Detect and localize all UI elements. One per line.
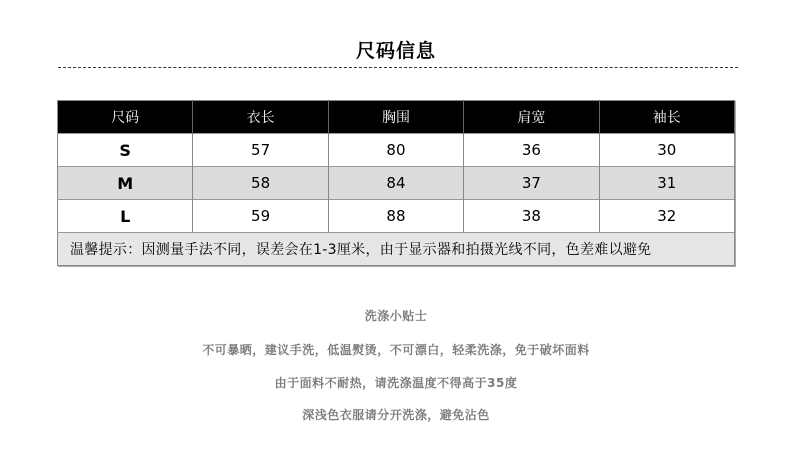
header-size: 尺码	[58, 101, 193, 134]
header-length: 衣长	[193, 101, 328, 134]
header-chest: 胸围	[328, 101, 463, 134]
shoulder-cell: 38	[464, 200, 599, 233]
size-cell: S	[58, 134, 193, 167]
header-sleeve: 袖长	[599, 101, 734, 134]
note-row	[58, 233, 735, 266]
wash-tips-line: 由于面料不耐热，请洗涤温度不得高于35度	[274, 376, 518, 390]
chest-cell: 80	[328, 134, 463, 167]
chest-cell: 84	[328, 167, 463, 200]
size-cell: L	[58, 200, 193, 233]
sleeve-cell: 31	[599, 167, 734, 200]
size-cell: M	[58, 167, 193, 200]
table-row	[58, 167, 735, 200]
shoulder-cell: 37	[464, 167, 599, 200]
wash-tips-title: 洗涤小贴士	[364, 309, 428, 323]
length-cell: 58	[193, 167, 328, 200]
table-header-row	[58, 101, 735, 134]
shoulder-cell: 36	[464, 134, 599, 167]
wash-tips-line: 深浅色衣服请分开洗涤，避免沾色	[302, 408, 490, 422]
page-title: 尺码信息	[355, 40, 436, 62]
length-cell: 57	[193, 134, 328, 167]
chest-cell: 88	[328, 200, 463, 233]
title-divider	[58, 67, 738, 68]
sleeve-cell: 32	[599, 200, 734, 233]
measurement-note: 温馨提示：因测量手法不同，误差会在1-3厘米，由于显示器和拍摄光线不同，色差难以避免	[58, 233, 735, 266]
table-row	[58, 200, 735, 233]
size-chart-table	[57, 100, 735, 266]
length-cell: 59	[193, 200, 328, 233]
sleeve-cell: 30	[599, 134, 734, 167]
table-row	[58, 134, 735, 167]
wash-tips-line: 不可暴晒，建议手洗，低温熨烫，不可漂白，轻柔洗涤，免于破坏面料	[202, 343, 590, 357]
header-shoulder: 肩宽	[464, 101, 599, 134]
